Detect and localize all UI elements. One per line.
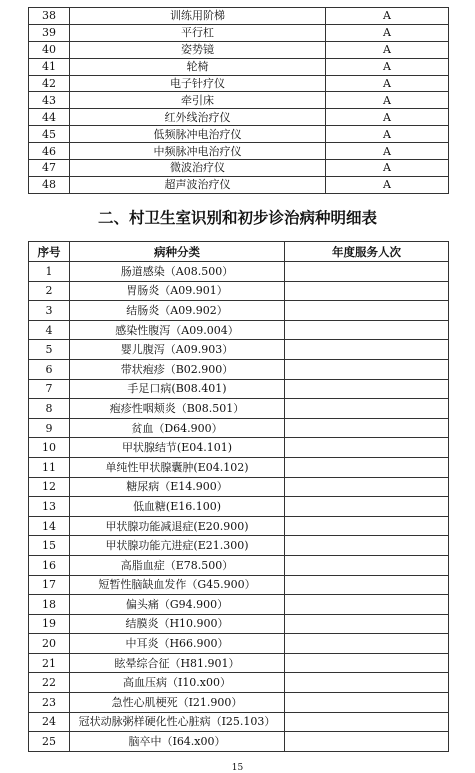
table-row	[29, 262, 449, 282]
service-count-cell	[285, 301, 449, 321]
disease-name-cell: 高血压病（I10.x00）	[70, 673, 285, 693]
service-count-cell	[285, 399, 449, 419]
row-number-cell: 44	[29, 109, 70, 126]
row-number-cell: 45	[29, 126, 70, 143]
grade-cell: A	[326, 109, 449, 126]
row-number-cell: 43	[29, 92, 70, 109]
grade-cell: A	[326, 24, 449, 41]
table-row	[29, 399, 449, 419]
equipment-name-cell: 低频脉冲电治疗仪	[70, 126, 326, 143]
row-number-cell: 21	[29, 653, 70, 673]
row-number-cell: 41	[29, 58, 70, 75]
service-count-cell	[285, 536, 449, 556]
service-count-cell	[285, 262, 449, 282]
service-count-cell	[285, 634, 449, 654]
table-row	[29, 176, 449, 193]
row-number-cell: 22	[29, 673, 70, 693]
row-number-cell: 20	[29, 634, 70, 654]
grade-cell: A	[326, 41, 449, 58]
row-number-cell: 38	[29, 8, 70, 25]
table-row	[29, 340, 449, 360]
disease-name-cell: 甲状腺功能亢进症(E21.300)	[70, 536, 285, 556]
service-count-cell	[285, 418, 449, 438]
section-title: 二、村卫生室识别和初步诊治病种明细表	[97, 209, 377, 227]
table-row	[29, 58, 449, 75]
equipment-name-cell: 平行杠	[70, 24, 326, 41]
disease-name-cell: 疱疹性咽颊炎（B08.501）	[70, 399, 285, 419]
table-row	[29, 92, 449, 109]
row-number-cell: 8	[29, 399, 70, 419]
row-number-cell: 10	[29, 438, 70, 458]
disease-name-cell: 糖尿病（E14.900）	[70, 477, 285, 497]
disease-name-cell: 甲状腺结节(E04.101)	[70, 438, 285, 458]
row-number-cell: 24	[29, 712, 70, 732]
page-number: 15	[231, 763, 244, 773]
disease-name-cell: 婴儿腹泻（A09.903）	[70, 340, 285, 360]
row-number-cell: 1	[29, 262, 70, 282]
table-row	[29, 653, 449, 673]
table-row	[29, 75, 449, 92]
disease-name-cell: 急性心肌梗死（I21.900）	[70, 693, 285, 713]
row-number-cell: 9	[29, 418, 70, 438]
disease-name-cell: 眩晕综合征（H81.901）	[70, 653, 285, 673]
table-row	[29, 8, 449, 25]
row-number-cell: 15	[29, 536, 70, 556]
disease-name-cell: 肠道感染（A08.500）	[70, 262, 285, 282]
disease-name-cell: 冠状动脉粥样硬化性心脏病（I25.103）	[70, 712, 285, 732]
service-count-cell	[285, 653, 449, 673]
grade-cell: A	[326, 160, 449, 177]
row-number-cell: 11	[29, 457, 70, 477]
disease-name-cell: 短暂性脑缺血发作（G45.900）	[70, 575, 285, 595]
service-count-cell	[285, 438, 449, 458]
grade-cell: A	[326, 92, 449, 109]
service-count-cell	[285, 340, 449, 360]
table-row	[29, 301, 449, 321]
row-number-cell: 46	[29, 143, 70, 160]
service-count-cell	[285, 693, 449, 713]
grade-cell: A	[326, 143, 449, 160]
table-row	[29, 555, 449, 575]
equipment-name-cell: 训练用阶梯	[70, 8, 326, 25]
table-row	[29, 673, 449, 693]
grade-cell: A	[326, 58, 449, 75]
row-number-cell: 16	[29, 555, 70, 575]
service-count-cell	[285, 595, 449, 615]
row-number-cell: 3	[29, 301, 70, 321]
equipment-table-body	[29, 8, 449, 194]
service-count-cell	[285, 359, 449, 379]
table-row	[29, 575, 449, 595]
disease-name-cell: 带状疱疹（B02.900）	[70, 359, 285, 379]
equipment-name-cell: 姿势镜	[70, 41, 326, 58]
row-number-cell: 19	[29, 614, 70, 634]
row-number-cell: 40	[29, 41, 70, 58]
table-row	[29, 24, 449, 41]
service-count-cell	[285, 516, 449, 536]
table-row	[29, 536, 449, 556]
header-annual-service-count: 年度服务人次	[285, 242, 449, 262]
grade-cell: A	[326, 126, 449, 143]
disease-name-cell: 中耳炎（H66.900）	[70, 634, 285, 654]
table-row	[29, 418, 449, 438]
disease-table	[28, 241, 449, 752]
service-count-cell	[285, 379, 449, 399]
table-row	[29, 457, 449, 477]
service-count-cell	[285, 555, 449, 575]
grade-cell: A	[326, 75, 449, 92]
table-row	[29, 497, 449, 517]
row-number-cell: 47	[29, 160, 70, 177]
equipment-name-cell: 超声波治疗仪	[70, 176, 326, 193]
row-number-cell: 14	[29, 516, 70, 536]
disease-name-cell: 结肠炎（A09.902）	[70, 301, 285, 321]
disease-name-cell: 脑卒中（I64.x00）	[70, 732, 285, 752]
row-number-cell: 6	[29, 359, 70, 379]
equipment-name-cell: 红外线治疗仪	[70, 109, 326, 126]
service-count-cell	[285, 477, 449, 497]
row-number-cell: 39	[29, 24, 70, 41]
disease-name-cell: 单纯性甲状腺囊肿(E04.102)	[70, 457, 285, 477]
equipment-name-cell: 中频脉冲电治疗仪	[70, 143, 326, 160]
disease-name-cell: 高脂血症（E78.500）	[70, 555, 285, 575]
disease-name-cell: 偏头痛（G94.900）	[70, 595, 285, 615]
table-row	[29, 160, 449, 177]
table-row	[29, 359, 449, 379]
table-row	[29, 438, 449, 458]
row-number-cell: 42	[29, 75, 70, 92]
equipment-name-cell: 电子针疗仪	[70, 75, 326, 92]
table-row	[29, 41, 449, 58]
table-row	[29, 712, 449, 732]
grade-cell: A	[326, 176, 449, 193]
row-number-cell: 17	[29, 575, 70, 595]
table-row	[29, 634, 449, 654]
service-count-cell	[285, 320, 449, 340]
equipment-name-cell: 微波治疗仪	[70, 160, 326, 177]
table-row	[29, 516, 449, 536]
row-number-cell: 4	[29, 320, 70, 340]
row-number-cell: 7	[29, 379, 70, 399]
disease-name-cell: 低血糖(E16.100)	[70, 497, 285, 517]
equipment-name-cell: 牵引床	[70, 92, 326, 109]
disease-name-cell: 手足口病(B08.401)	[70, 379, 285, 399]
service-count-cell	[285, 575, 449, 595]
service-count-cell	[285, 712, 449, 732]
disease-table-body	[29, 262, 449, 752]
disease-name-cell: 感染性腹泻（A09.004）	[70, 320, 285, 340]
table-row	[29, 693, 449, 713]
table-row	[29, 732, 449, 752]
row-number-cell: 18	[29, 595, 70, 615]
header-disease-category: 病种分类	[70, 242, 285, 262]
equipment-table	[28, 7, 449, 194]
service-count-cell	[285, 614, 449, 634]
row-number-cell: 25	[29, 732, 70, 752]
table-row	[29, 379, 449, 399]
header-number: 序号	[29, 242, 70, 262]
service-count-cell	[285, 497, 449, 517]
table-row	[29, 477, 449, 497]
equipment-name-cell: 轮椅	[70, 58, 326, 75]
row-number-cell: 5	[29, 340, 70, 360]
disease-name-cell: 贫血（D64.900）	[70, 418, 285, 438]
disease-name-cell: 甲状腺功能减退症(E20.900)	[70, 516, 285, 536]
table-row	[29, 281, 449, 301]
row-number-cell: 13	[29, 497, 70, 517]
disease-name-cell: 结膜炎（H10.900）	[70, 614, 285, 634]
table-row	[29, 126, 449, 143]
table-row	[29, 320, 449, 340]
service-count-cell	[285, 281, 449, 301]
service-count-cell	[285, 457, 449, 477]
disease-name-cell: 胃肠炎（A09.901）	[70, 281, 285, 301]
table-row	[29, 614, 449, 634]
disease-table-header-row	[29, 242, 449, 262]
service-count-cell	[285, 732, 449, 752]
service-count-cell	[285, 673, 449, 693]
row-number-cell: 2	[29, 281, 70, 301]
table-row	[29, 143, 449, 160]
row-number-cell: 12	[29, 477, 70, 497]
table-row	[29, 109, 449, 126]
row-number-cell: 23	[29, 693, 70, 713]
table-row	[29, 595, 449, 615]
row-number-cell: 48	[29, 176, 70, 193]
grade-cell: A	[326, 8, 449, 25]
